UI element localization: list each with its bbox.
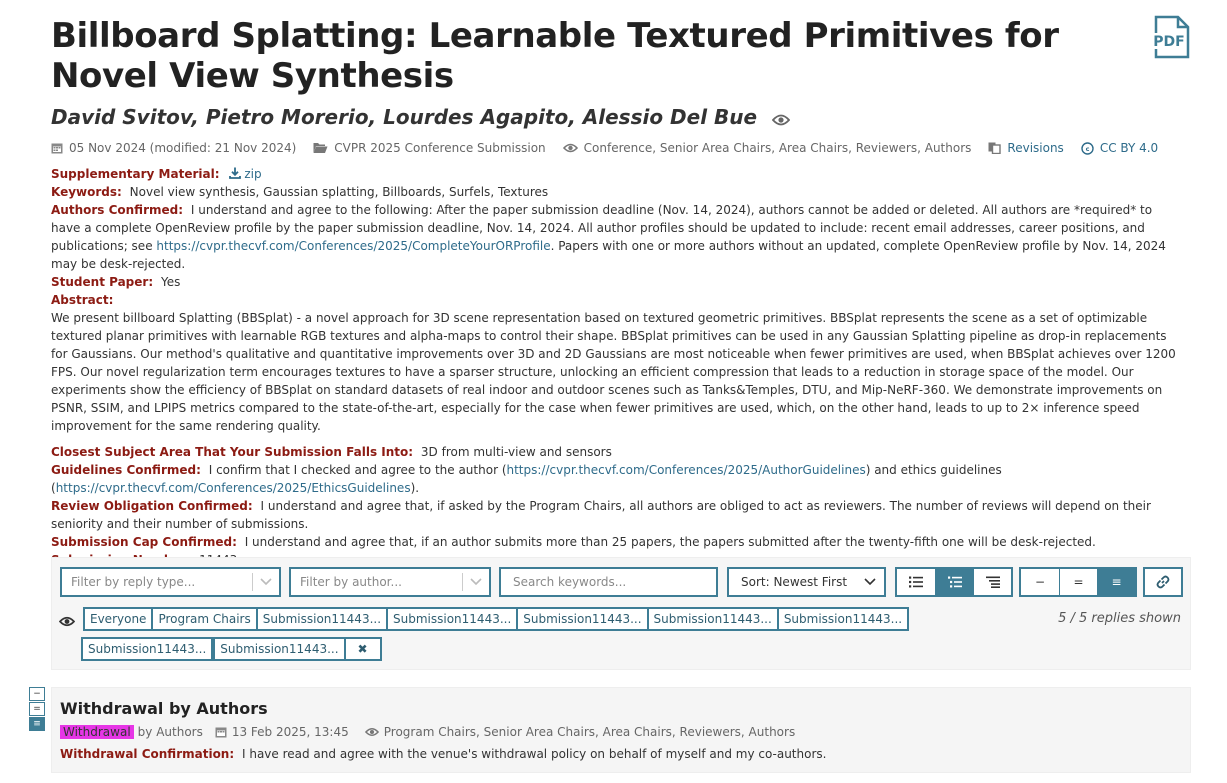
chevron-down-icon[interactable]: [253, 578, 279, 586]
expand-level-group: [1019, 567, 1137, 597]
chip-everyone[interactable]: Everyone: [83, 607, 153, 631]
chip-program-chairs[interactable]: Program Chairs: [151, 607, 257, 631]
page-title: Billboard Splatting: Learnable Textured Primitives for Novel View Synthesis: [51, 16, 1059, 96]
chevron-down-icon[interactable]: [463, 578, 489, 586]
copy-icon: [988, 142, 1001, 154]
meta-venue: CVPR 2025 Conference Submission: [313, 141, 545, 155]
invitation-badge: Withdrawal: [60, 725, 134, 739]
authors-text[interactable]: David Svitov, Pietro Morerio, Lourdes Agapito, Alessio Del Bue: [51, 105, 758, 129]
clear-filters-button[interactable]: ✖: [344, 637, 382, 661]
note-date: 13 Feb 2025, 13:45: [231, 725, 349, 739]
collapse-button[interactable]: −: [1034, 575, 1046, 589]
chip-submission-group[interactable]: Submission11443...: [516, 607, 648, 631]
meta-readers: Conference, Senior Area Chairs, Area Chairs, Reviewers, Authors: [563, 141, 972, 155]
ethics-guidelines-link[interactable]: https://cvpr.thecvf.com/Conferences/2025/EthicsGuidelines: [55, 481, 411, 495]
view-mode-group: [895, 567, 1013, 597]
meta-revisions[interactable]: Revisions: [988, 141, 1063, 155]
threaded-list-icon: [948, 576, 962, 588]
nested-view-button[interactable]: [973, 569, 1011, 595]
chip-submission-group[interactable]: Submission11443...: [386, 607, 518, 631]
nested-list-icon: [986, 576, 1000, 588]
chip-submission-group[interactable]: Submission11443...: [81, 637, 213, 661]
chip-submission-group[interactable]: Submission11443...: [647, 607, 779, 631]
field-student-paper: Student Paper: Yes: [51, 275, 181, 289]
reply-filter-panel: [51, 557, 1191, 670]
abstract-text: We present billboard Splatting (BBSplat) - a novel approach for 3D scene representation based on textured geometric primitives. BBSplat represents the scene as a set of optimizable textured planar primitives with learnable RGB textures and alpha-maps to control their shape. BBSplat primitives can be used in any Gaussian Splatting pipeline as drop-in replacements for Gaussians. Our method's qualitative and quantitative improvements over 3D and 2D Gaussians are most noticeable when fewer primitives are used, when BBSplat achieves over 1200 FPS. Our novel regularization term encourages textures to have a sparser structure, unlocking an efficient compression that leads to a reduction in storage space of the model. Our experiments show the efficiency of BBSplat on standard datasets of real indoor and outdoor scenes such as Tanks&Temples, DTU, and Mip-NeRF-360. We demonstrate improvements on PSNR, SSIM, and LPIPS metrics compared to the state-of-the-art, especially for the case when fewer primitives are used, which, on the other hand, leads to up to 2× inference speed improvement for the same rendering quality.: [51, 311, 1176, 433]
meta-license[interactable]: c CC BY 4.0: [1081, 141, 1158, 155]
replies-shown-count: 5 / 5 replies shown: [1058, 611, 1181, 626]
field-supplementary: Supplementary Material: zip: [51, 167, 262, 181]
note-collapse-button[interactable]: −: [29, 687, 45, 701]
link-icon: [1156, 575, 1170, 589]
eye-icon: [59, 612, 75, 631]
supplementary-download-link[interactable]: zip: [227, 167, 261, 181]
chip-submission-group[interactable]: Submission11443...: [213, 637, 345, 661]
meta-date: 05 Nov 2024 (modified: 21 Nov 2024): [51, 141, 296, 155]
note-expand-controls: [29, 687, 45, 732]
chip-submission-group[interactable]: Submission11443...: [256, 607, 388, 631]
list-icon: [909, 576, 923, 588]
author-guidelines-link[interactable]: https://cvpr.thecvf.com/Conferences/2025/AuthorGuidelines: [506, 463, 866, 477]
field-authors-confirmed: Authors Confirmed: I understand and agree to the following: After the paper submission deadline (Nov. 14, 2024), authors cannot be added or deleted. All authors are *required* to have a complete OpenReview profile by the paper submission deadline, Nov. 14, 2024. All author profiles should be updated to include: recent email addresses, career positions, and publications; see https://cvpr.thecvf.com/Conferences/2025/CompleteYourORProfile. Papers with one or more authors without an updated, complete OpenReview profile by Nov. 14, 2024 may be desk-rejected.: [51, 203, 1166, 271]
meta-row: [51, 141, 1175, 155]
linear-view-button[interactable]: [897, 569, 935, 595]
submission-fields: [51, 165, 1181, 569]
author-filter[interactable]: Filter by author...: [289, 567, 491, 597]
calendar-icon: [51, 142, 63, 154]
creative-commons-icon: [1081, 142, 1094, 155]
author-list: [51, 104, 790, 132]
eye-icon: [772, 106, 790, 132]
calendar-icon: [215, 726, 227, 738]
withdrawal-note: [51, 687, 1191, 773]
field-abstract: Abstract: We present billboard Splatting (BBSplat) - a novel approach for 3D scene representation based on textured geometric primitives. BBSplat represents the scene as a set of optimizable textured planar primitives with learnable RGB textures and alpha-maps to control their shape. BBSplat primitives can be used in any Gaussian Splatting pipeline as drop-in replacements for Gaussians. Our method's qualitative and quantitative improvements over 3D and 2D Gaussians are most noticeable when fewer primitives are used, when BBSplat achieves over 1200 FPS. Our novel regularization term encourages textures to have a sparser structure, unlocking an efficient compression that leads to a reduction in storage space of the model. Our experiments show the efficiency of BBSplat on standard datasets of real indoor and outdoor scenes such as Tanks&Temples, DTU, and Mip-NeRF-360. We demonstrate improvements on PSNR, SSIM, and LPIPS metrics compared to the state-of-the-art, especially for the case when fewer primitives are used, which, on the other hand, leads to up to 2× inference speed improvement for the same rendering quality.: [51, 291, 1181, 435]
partial-expand-button[interactable]: =: [1059, 569, 1097, 595]
note-partial-button[interactable]: =: [29, 702, 45, 716]
full-expand-button[interactable]: ≡: [1097, 569, 1135, 595]
note-signature: by Authors: [137, 725, 203, 739]
folder-open-icon: [313, 142, 328, 154]
eye-icon: [563, 143, 578, 153]
complete-profile-link[interactable]: https://cvpr.thecvf.com/Conferences/2025/CompleteYourORProfile: [156, 239, 551, 253]
copy-link-button[interactable]: [1143, 567, 1183, 597]
reply-type-filter[interactable]: Filter by reply type...: [60, 567, 281, 597]
reader-filter-chips: [83, 607, 993, 667]
threaded-view-button[interactable]: [935, 569, 973, 595]
note-meta: [60, 725, 795, 739]
field-guidelines: Guidelines Confirmed: I confirm that I checked and agree to the author (https://cvpr.thecvf.com/Conferences/2025/AuthorGuidelines) and ethics guidelines (https://cvpr.thecvf.com/Conferences/2025/EthicsGuidelines).: [51, 463, 1002, 495]
sort-select[interactable]: Sort: Newest First: [727, 567, 886, 597]
note-expand-button[interactable]: ≡: [29, 717, 45, 731]
withdrawal-confirmation-field: Withdrawal Confirmation: I have read and agree with the venue's withdrawal policy on behalf of myself and my co-authors.: [60, 747, 827, 761]
chip-submission-group[interactable]: Submission11443...: [777, 607, 909, 631]
field-review-obligation: Review Obligation Confirmed: I understand and agree that, if asked by the Program Chairs, all authors are obliged to act as reviewers. The number of reviews will depend on their seniority and their number of submissions.: [51, 499, 1151, 531]
pdf-download-icon[interactable]: [1152, 15, 1190, 59]
pdf-label: PDF: [1153, 34, 1185, 50]
note-title[interactable]: Withdrawal by Authors: [60, 699, 268, 718]
download-icon: [229, 167, 241, 179]
field-keywords: Keywords: Novel view synthesis, Gaussian splatting, Billboards, Surfels, Textures: [51, 185, 549, 199]
eye-icon: [365, 727, 379, 737]
svg-text:c: c: [1085, 144, 1090, 153]
field-submission-cap: Submission Cap Confirmed: I understand and agree that, if an author submits more than 25 papers, the papers submitted after the twenty-fifth one will be desk-rejected.: [51, 535, 1096, 549]
note-readers: Program Chairs, Senior Area Chairs, Area Chairs, Reviewers, Authors: [383, 725, 796, 739]
field-subject-area: Closest Subject Area That Your Submission Falls Into: 3D from multi-view and sensors: [51, 445, 612, 459]
keyword-search-input[interactable]: Search keywords...: [499, 567, 718, 597]
chevron-down-icon: [864, 578, 876, 586]
